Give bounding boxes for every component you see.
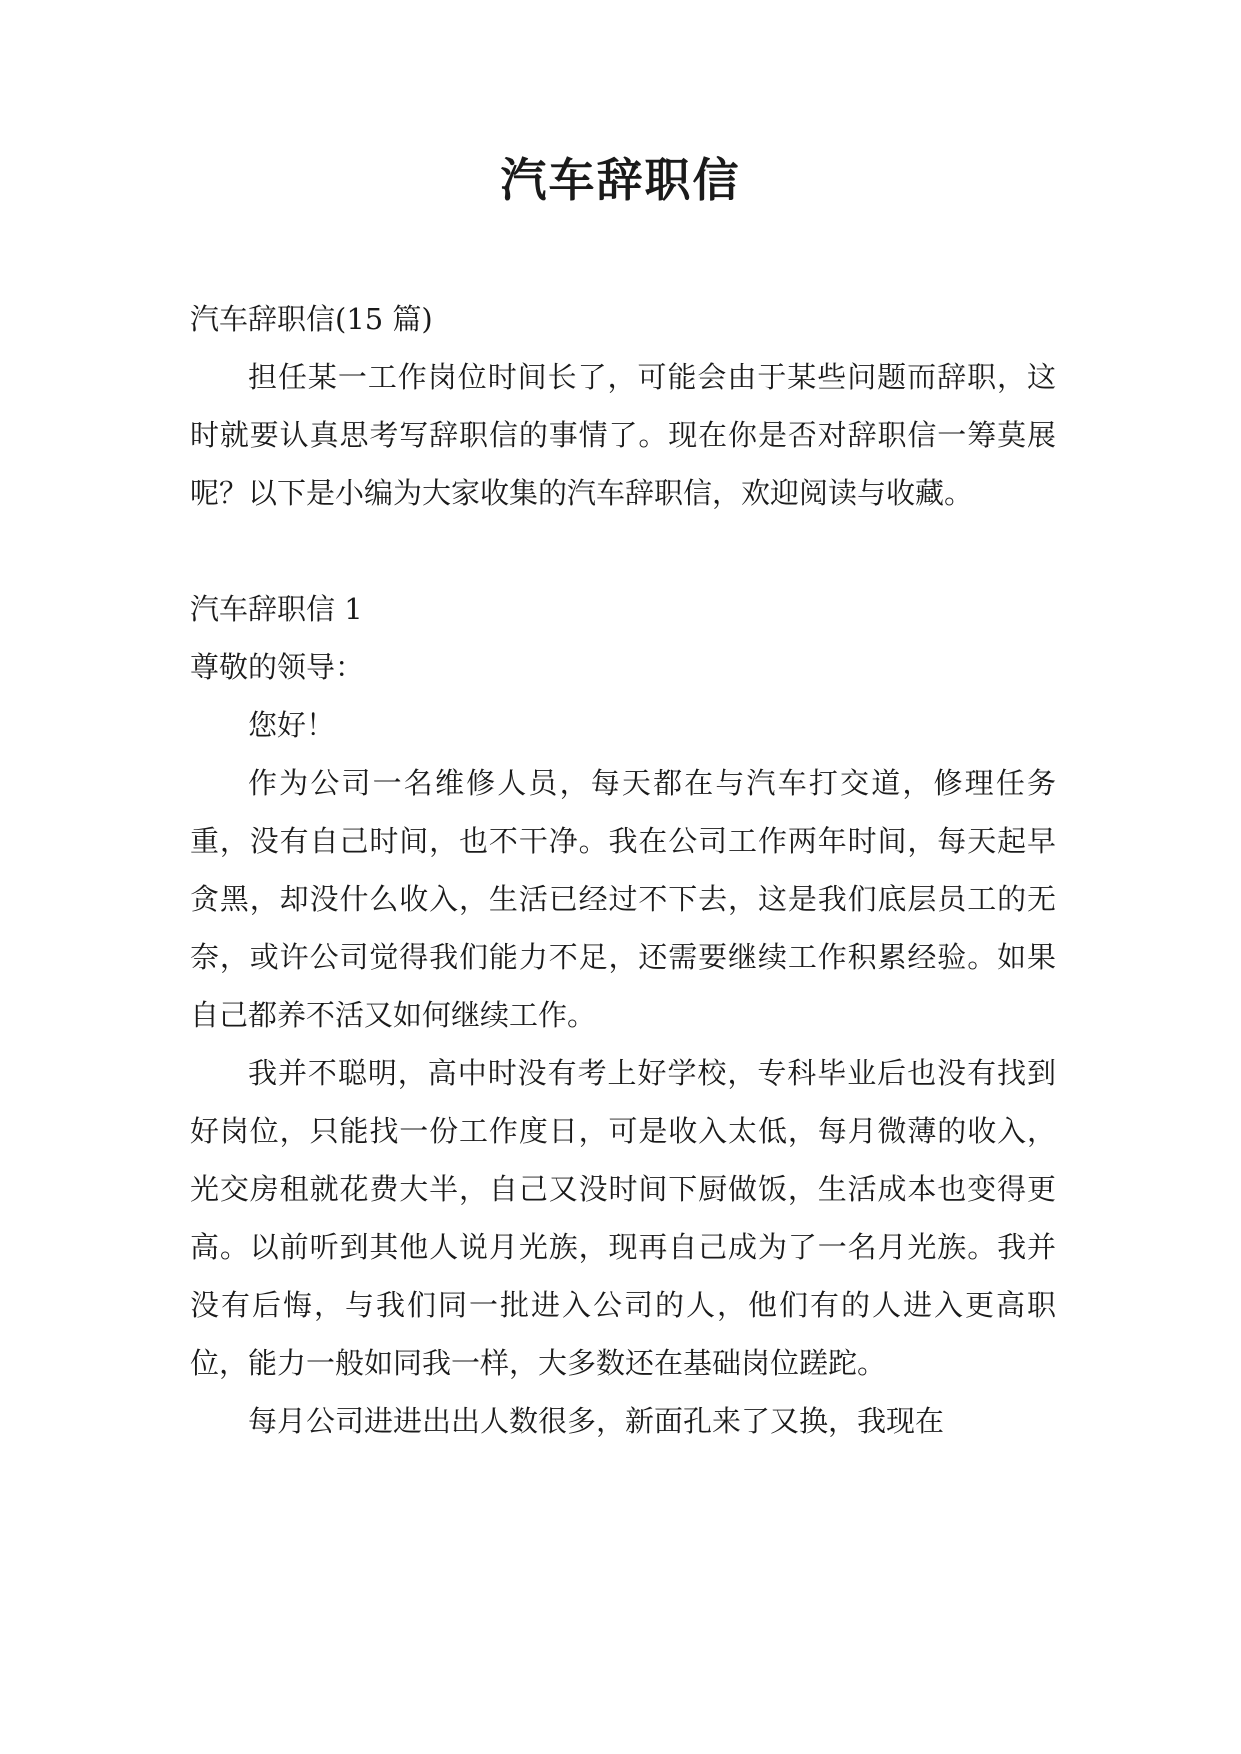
body-paragraph-3: 每月公司进进出出人数很多，新面孔来了又换，我现在	[248, 1404, 945, 1438]
body-paragraph-2: 我并不聪明，高中时没有考上好学校，专科毕业后也没有找到好岗位，只能找一份工作度日，可是收入太低，每月微薄的收入，光交房租就花费大半，自己又没时间下厨做饭，生活成本也变得更高。以前听到其他人说月光族，现再自己成为了一名月光族。我并没有后悔，与我们同一批进入公司的人，他们有的人进入更高职位，能力一般如同我一样，大多数还在基础岗位蹉跎。	[190, 1056, 1056, 1380]
section-heading: 汽车辞职信 1	[190, 592, 363, 626]
document-body	[190, 290, 1056, 1450]
intro-paragraph: 担任某一工作岗位时间长了，可能会由于某些问题而辞职，这时就要认真思考写辞职信的事情了。现在你是否对辞职信一筹莫展呢？以下是小编为大家收集的汽车辞职信，欢迎阅读与收藏。	[190, 360, 1056, 510]
salutation: 尊敬的领导：	[190, 650, 365, 684]
body-paragraph-1: 作为公司一名维修人员，每天都在与汽车打交道，修理任务重，没有自己时间，也不干净。我在公司工作两年时间，每天起早贪黑，却没什么收入，生活已经过不下去，这是我们底层员工的无奈，或许公司觉得我们能力不足，还需要继续工作积累经验。如果自己都养不活又如何继续工作。	[190, 766, 1056, 1032]
document-title: 汽车辞职信	[500, 153, 741, 207]
paragraph-spacer	[190, 522, 1056, 580]
document-subtitle: 汽车辞职信(15 篇)	[190, 302, 433, 336]
greeting: 您好！	[248, 708, 336, 742]
